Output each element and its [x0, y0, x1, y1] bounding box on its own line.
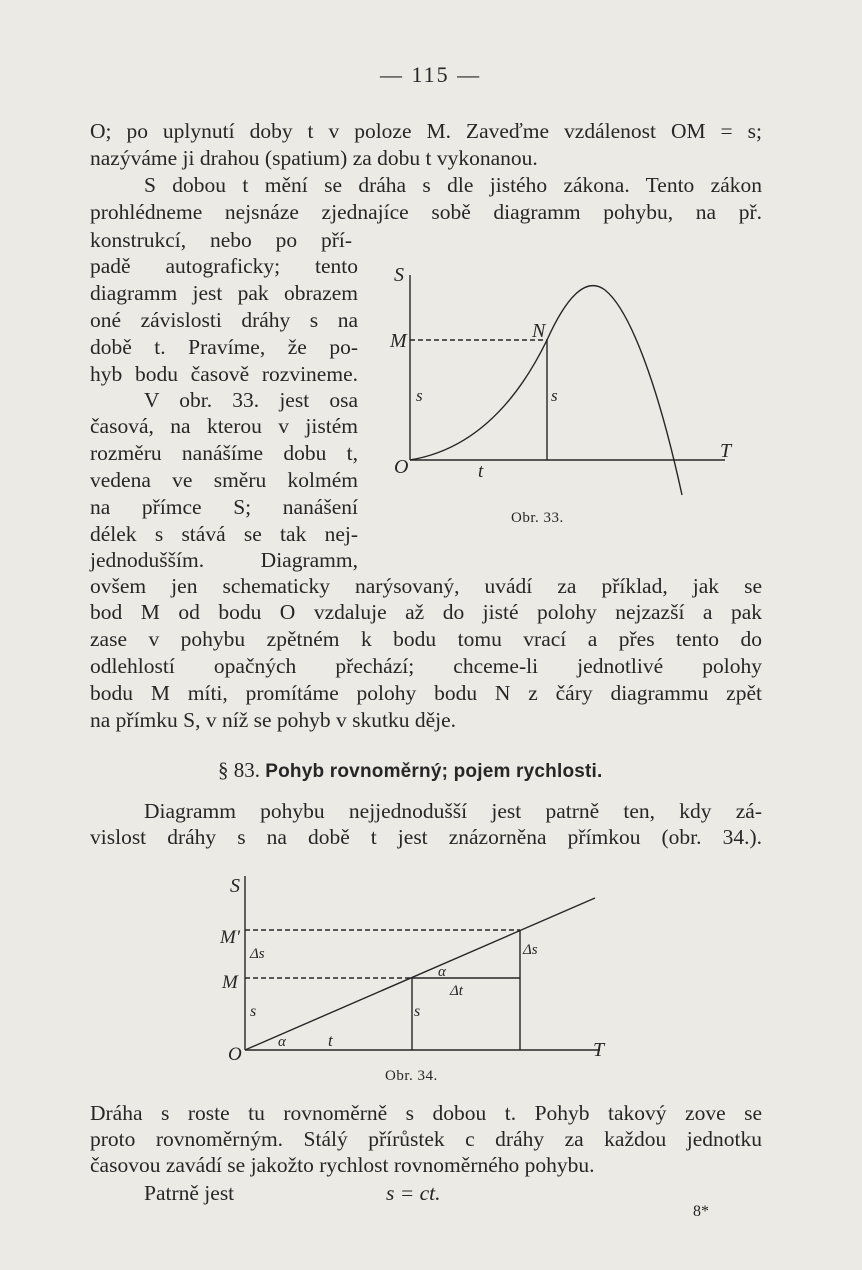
fig34-label-M: M [222, 972, 238, 993]
text-line: vislost dráhy s na době t jest znázorněna přímkou (obr. 34.). [90, 825, 762, 849]
formula: s = ct. [386, 1181, 441, 1205]
text-line: O; po uplynutí doby t v poloze M. Zaveďme vzdálenost OM = s; [90, 119, 762, 143]
fig34-label-s-mid: s [414, 1003, 421, 1020]
fig34-label-t: t [328, 1031, 333, 1050]
fig34-label-ds-left: Δs [250, 946, 265, 962]
text-line: době t. Pravíme, že po- [90, 335, 358, 359]
text-line: V obr. 33. jest osa [144, 388, 358, 412]
text-line: Dráha s roste tu rovnoměrně s dobou t. Pohyb takový zove se [90, 1101, 762, 1125]
fig34-label-alpha-top: α [438, 964, 446, 980]
text-line: padě autograficky; tento [90, 254, 358, 278]
figure-33-caption: Obr. 33. [511, 510, 564, 526]
section-number: § 83. [218, 758, 260, 782]
text-line: Diagramm pohybu nejjednodušší jest patrně ten, kdy zá- [144, 799, 762, 823]
page-number: — 115 — [380, 62, 482, 87]
fig33-label-t: t [478, 461, 484, 482]
figure-34 [220, 870, 630, 1070]
text-line: ovšem jen schematicky narýsovaný, uvádí za příklad, jak se [90, 574, 762, 598]
text-line: na přímku S, v níž se pohyb v skutku děje. [90, 708, 457, 732]
fig33-label-M: M [390, 330, 407, 352]
fig33-label-s-right: s [551, 386, 558, 405]
fig34-line [245, 898, 595, 1050]
fig34-label-O: O [228, 1044, 242, 1065]
text-line: nazýváme ji drahou (spatium) za dobu t vykonanou. [90, 146, 538, 170]
figure-34-caption: Obr. 34. [385, 1068, 438, 1084]
fig33-curve [410, 286, 682, 495]
fig34-label-ds-right: Δs [523, 942, 538, 958]
text-line: konstrukcí, nebo po pří- [90, 228, 352, 252]
text-line: časová, na kterou v jistém [90, 414, 358, 438]
text-line: jednodušším. Diagramm, [90, 548, 358, 572]
text-line: hyb bodu časově rozvineme. [90, 362, 358, 386]
signature-mark: 8* [693, 1203, 709, 1220]
text-line: na přímce S; nanášení [90, 495, 358, 519]
text-line: časovou zavádí se jakožto rychlost rovnoměrného pohybu. [90, 1153, 595, 1177]
fig34-label-S: S [230, 875, 240, 897]
text-line: délek s stává se tak nej- [90, 522, 358, 546]
fig33-label-T: T [720, 440, 732, 462]
text-line: Patrně jest [144, 1181, 235, 1205]
figure-33 [380, 255, 750, 545]
fig33-label-N: N [532, 320, 546, 342]
text-line: bodu M míti, promítáme polohy bodu N z čáry diagrammu zpět [90, 681, 762, 705]
fig34-label-Mprime: M' [220, 927, 240, 948]
text-line: oné závislosti dráhy s na [90, 308, 358, 332]
text-line: zase v pohybu zpětném k bodu tomu vrací a přes tento do [90, 627, 762, 651]
fig34-label-dt: Δt [450, 983, 463, 999]
section-heading [218, 758, 603, 783]
fig34-label-T: T [593, 1039, 605, 1061]
text-line: S dobou t mění se dráha s dle jistého zákona. Tento zákon [144, 173, 762, 197]
fig33-label-O: O [394, 456, 409, 478]
text-line: rozměru nanášíme dobu t, [90, 441, 358, 465]
fig33-label-S: S [394, 264, 404, 286]
text-line: diagramm jest pak obrazem [90, 281, 358, 305]
section-title: Pohyb rovnoměrný; pojem rychlosti. [265, 761, 603, 782]
text-line: prohlédneme nejsnáze zjednajíce sobě diagramm pohybu, na př. [90, 200, 762, 224]
text-line: bod M od bodu O vzdaluje až do jisté polohy nejzazší a pak [90, 600, 762, 624]
text-line: proto rovnoměrným. Stálý přírůstek c dráhy za každou jednotku [90, 1127, 762, 1151]
fig33-label-s-left: s [416, 386, 423, 405]
fig34-label-alpha-bottom: α [278, 1034, 286, 1050]
text-line: vedena ve směru kolmém [90, 468, 358, 492]
fig34-label-s-left: s [250, 1003, 257, 1020]
text-line: odlehlostí opačných přechází; chceme-li jednotlivé polohy [90, 654, 762, 678]
